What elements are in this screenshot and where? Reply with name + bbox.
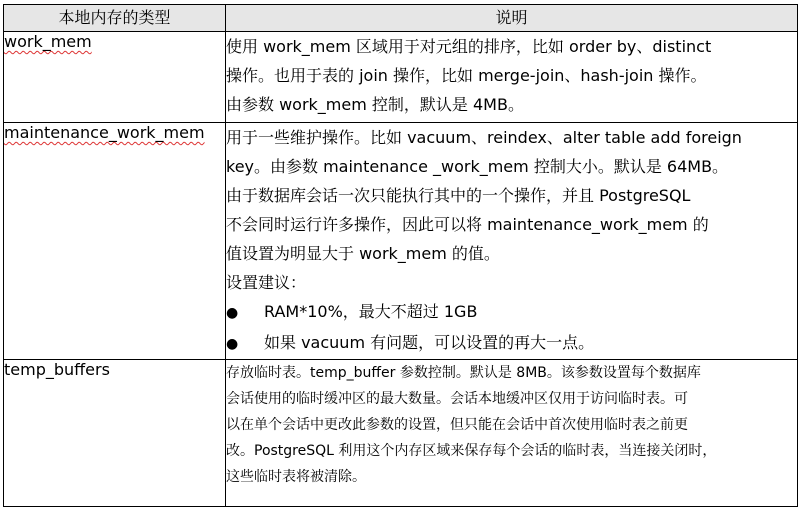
table-row xyxy=(4,32,798,123)
header-type: 本地内存的类型 xyxy=(4,5,226,32)
header-row xyxy=(4,5,798,32)
description-cell xyxy=(226,32,798,123)
type-cell xyxy=(4,32,226,123)
description-line: 存放临时表。temp_buffer 参数控制。默认是 8MB。该参数设置每个数据库 xyxy=(226,365,701,381)
type-name: maintenance_work_mem xyxy=(4,123,205,142)
type-name: work_mem xyxy=(4,32,92,51)
description-line: key。由参数 maintenance _work_mem 控制大小。默认是 64MB。 xyxy=(226,157,729,176)
description-cell xyxy=(226,123,798,360)
description-line: 由于数据库会话一次只能执行其中的一个操作，并且 PostgreSQL xyxy=(226,186,691,205)
table-row xyxy=(4,123,798,360)
description-line: 以在单个会话中更改此参数的设置，但只能在会话中首次使用临时表之前更 xyxy=(226,417,688,433)
bullet-icon: ● xyxy=(226,305,239,321)
description-line: 这些临时表将被清除。 xyxy=(226,469,366,485)
description-cell xyxy=(226,360,798,507)
bullet-text: 如果 vacuum 有问题，可以设置的再大一点。 xyxy=(264,333,595,352)
description-line: 设置建议： xyxy=(226,273,307,292)
bullet-icon: ● xyxy=(226,336,239,352)
description-line: 会话使用的临时缓冲区的最大数量。会话本地缓冲区仅用于访问临时表。可 xyxy=(226,391,688,407)
table-header xyxy=(4,5,798,32)
description-line: 不会同时运行许多操作，因此可以将 maintenance_work_mem 的 xyxy=(226,215,709,234)
description-line: 由参数 work_mem 控制，默认是 4MB。 xyxy=(226,95,524,114)
type-cell xyxy=(4,123,226,360)
table-row xyxy=(4,360,798,507)
description-line: 使用 work_mem 区域用于对元组的排序，比如 order by、distinct xyxy=(226,37,712,56)
bullet-text: RAM*10%，最大不超过 1GB xyxy=(264,302,478,321)
type-name: temp_buffers xyxy=(4,360,110,379)
description-line: 值设置为明显大于 work_mem 的值。 xyxy=(226,244,500,263)
header-description: 说明 xyxy=(226,5,798,32)
bullet-item xyxy=(226,328,797,359)
description-line: 操作。也用于表的 join 操作，比如 merge-join、hash-join 操作。 xyxy=(226,66,707,85)
type-cell xyxy=(4,360,226,507)
memory-types-table xyxy=(3,4,798,507)
description-line: 用于一些维护操作。比如 vacuum、reindex、alter table add foreign xyxy=(226,128,742,147)
bullet-item xyxy=(226,297,797,328)
description-line: 改。PostgreSQL 利用这个内存区域来保存每个会话的临时表，当连接关闭时， xyxy=(226,443,717,459)
